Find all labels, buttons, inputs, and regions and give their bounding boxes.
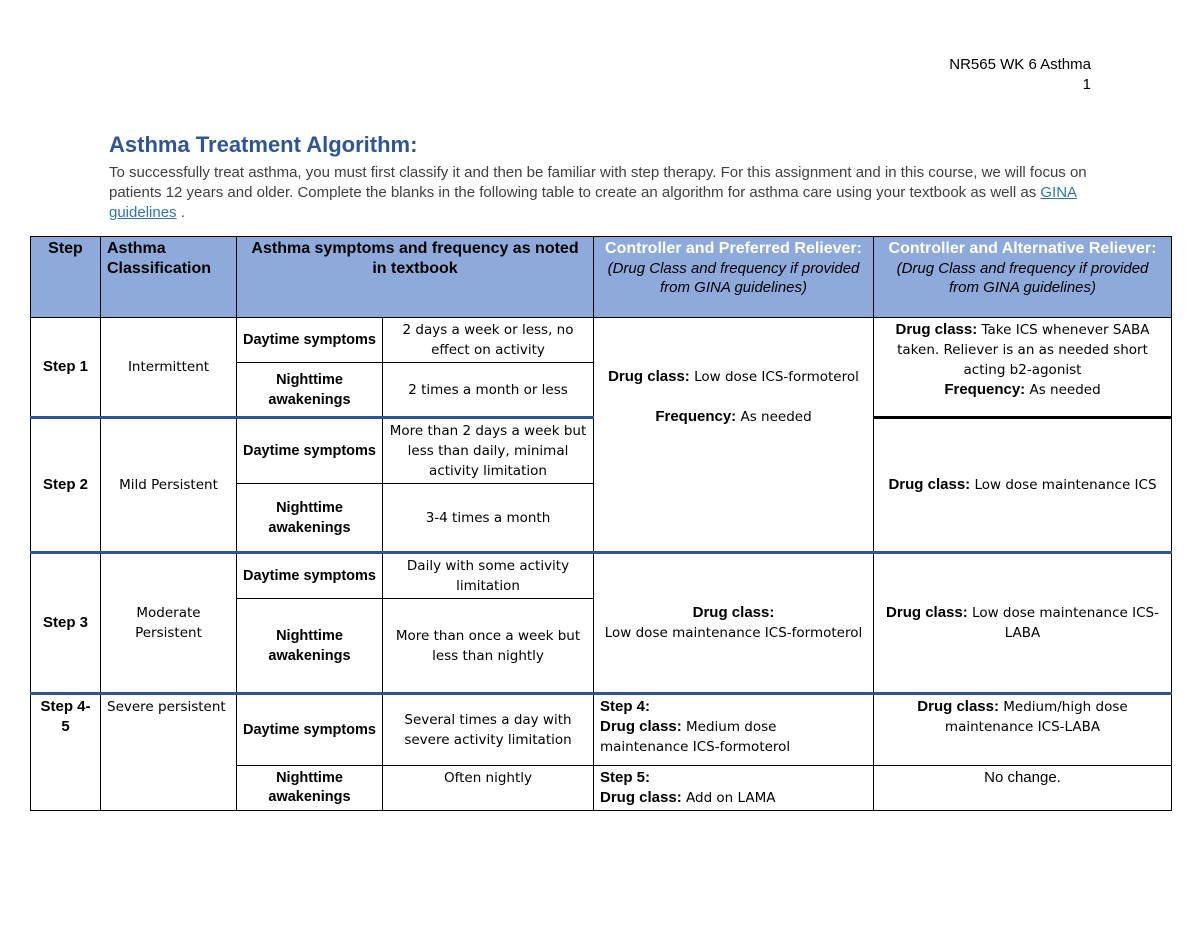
header-preferred-sub: (Drug Class and frequency if provided from GINA guidelines) xyxy=(607,260,860,296)
intro-paragraph xyxy=(109,163,1099,223)
daytime-label: Daytime symptoms xyxy=(237,553,383,599)
frequency-label: Frequency: xyxy=(944,381,1026,398)
drug-class-value: Add on LAMA xyxy=(686,790,776,806)
drug-class-label: Drug class: xyxy=(600,718,682,735)
intro-after: . xyxy=(176,204,185,221)
drug-class-label: Drug class: xyxy=(917,698,999,715)
alternative-step-4 xyxy=(874,694,1172,766)
drug-class-value: Medium dose maintenance ICS-formoterol xyxy=(600,719,791,755)
classification-cell: Severe persistent xyxy=(101,694,237,811)
drug-class-label: Drug class: xyxy=(888,476,971,493)
daytime-value: More than 2 days a week but less than daily, minimal activity limitation xyxy=(383,418,594,484)
drug-class-label: Drug class: xyxy=(895,321,978,338)
preferred-steps-1-2 xyxy=(594,318,874,553)
daytime-value: Daily with some activity limitation xyxy=(383,553,594,599)
drug-class-value: Take ICS whenever SABA taken. Reliever is an as needed short acting b2-agonist xyxy=(897,322,1150,378)
header-alternative-title: Controller and Alternative Reliever: xyxy=(888,240,1157,257)
drug-class-value: Low dose maintenance ICS-LABA xyxy=(972,605,1159,641)
drug-class-label: Drug class: xyxy=(692,604,775,621)
preferred-step-4 xyxy=(594,694,874,766)
alternative-step-5: No change. xyxy=(874,766,1172,811)
page-title: Asthma Treatment Algorithm: xyxy=(109,132,418,157)
table-row xyxy=(31,553,1172,599)
intro-text: To successfully treat asthma, you must first classify it and then be familiar with step therapy. For this assignment and in this course, we will focus on patients 12 years and older. Complete the blanks in the following table to create an algorithm for asthma care using your textbook as well as xyxy=(109,164,1087,201)
table-row xyxy=(31,318,1172,363)
page-number: 1 xyxy=(1082,76,1091,93)
drug-class-label: Drug class: xyxy=(600,789,682,806)
step-cell: Step 3 xyxy=(31,553,101,694)
frequency-value: As needed xyxy=(1029,382,1101,398)
step5-label: Step 5: xyxy=(600,769,651,786)
nighttime-label: Nighttime awakenings xyxy=(237,599,383,694)
header-symptoms: Asthma symptoms and frequency as noted in textbook xyxy=(237,237,594,318)
header-classification: Asthma Classification xyxy=(101,237,237,318)
drug-class-value: Low dose maintenance ICS-formoterol xyxy=(604,625,863,641)
alternative-step-1 xyxy=(874,318,1172,418)
nighttime-label: Nighttime awakenings xyxy=(237,766,383,811)
header-preferred xyxy=(594,237,874,318)
header-preferred-title: Controller and Preferred Reliever: xyxy=(605,240,862,257)
frequency-value: As needed xyxy=(740,408,812,425)
drug-class-value: Low dose ICS-formoterol xyxy=(694,368,859,385)
classification-cell: Intermittent xyxy=(101,318,237,418)
daytime-label: Daytime symptoms xyxy=(237,318,383,363)
frequency-label: Frequency: xyxy=(655,407,737,425)
daytime-label: Daytime symptoms xyxy=(237,418,383,484)
alternative-step-3 xyxy=(874,553,1172,694)
step-cell: Step 1 xyxy=(31,318,101,418)
header-row xyxy=(31,237,1172,318)
gina-guidelines-link[interactable]: GINA guidelines xyxy=(109,184,1078,221)
daytime-label: Daytime symptoms xyxy=(237,694,383,766)
page-header xyxy=(949,55,1091,95)
step4-label: Step 4: xyxy=(600,698,651,715)
nighttime-label: Nighttime awakenings xyxy=(237,484,383,553)
nighttime-label: Nighttime awakenings xyxy=(237,363,383,418)
nighttime-value: 2 times a month or less xyxy=(383,363,594,418)
header-alternative-sub: (Drug Class and frequency if provided from GINA guidelines) xyxy=(896,260,1149,296)
nighttime-value: Often nightly xyxy=(383,766,594,811)
alternative-step-2 xyxy=(874,418,1172,553)
header-alternative xyxy=(874,237,1172,318)
step-cell: Step 2 xyxy=(31,418,101,553)
preferred-step-3 xyxy=(594,553,874,694)
nighttime-value: More than once a week but less than nightly xyxy=(383,599,594,694)
drug-class-value: Medium/high dose maintenance ICS-LABA xyxy=(944,699,1128,735)
header-step: Step xyxy=(31,237,101,318)
drug-class-label: Drug class: xyxy=(608,367,690,385)
daytime-value: 2 days a week or less, no effect on activity xyxy=(383,318,594,363)
nighttime-value: 3-4 times a month xyxy=(383,484,594,553)
preferred-step-5 xyxy=(594,766,874,811)
asthma-algorithm-table xyxy=(30,236,1172,811)
step-cell: Step 4-5 xyxy=(31,694,101,811)
classification-cell: Mild Persistent xyxy=(101,418,237,553)
daytime-value: Several times a day with severe activity limitation xyxy=(383,694,594,766)
drug-class-value: Low dose maintenance ICS xyxy=(974,477,1157,493)
classification-cell: Moderate Persistent xyxy=(101,553,237,694)
drug-class-label: Drug class: xyxy=(886,604,968,621)
table-row xyxy=(31,694,1172,766)
document-id: NR565 WK 6 Asthma xyxy=(949,56,1091,73)
